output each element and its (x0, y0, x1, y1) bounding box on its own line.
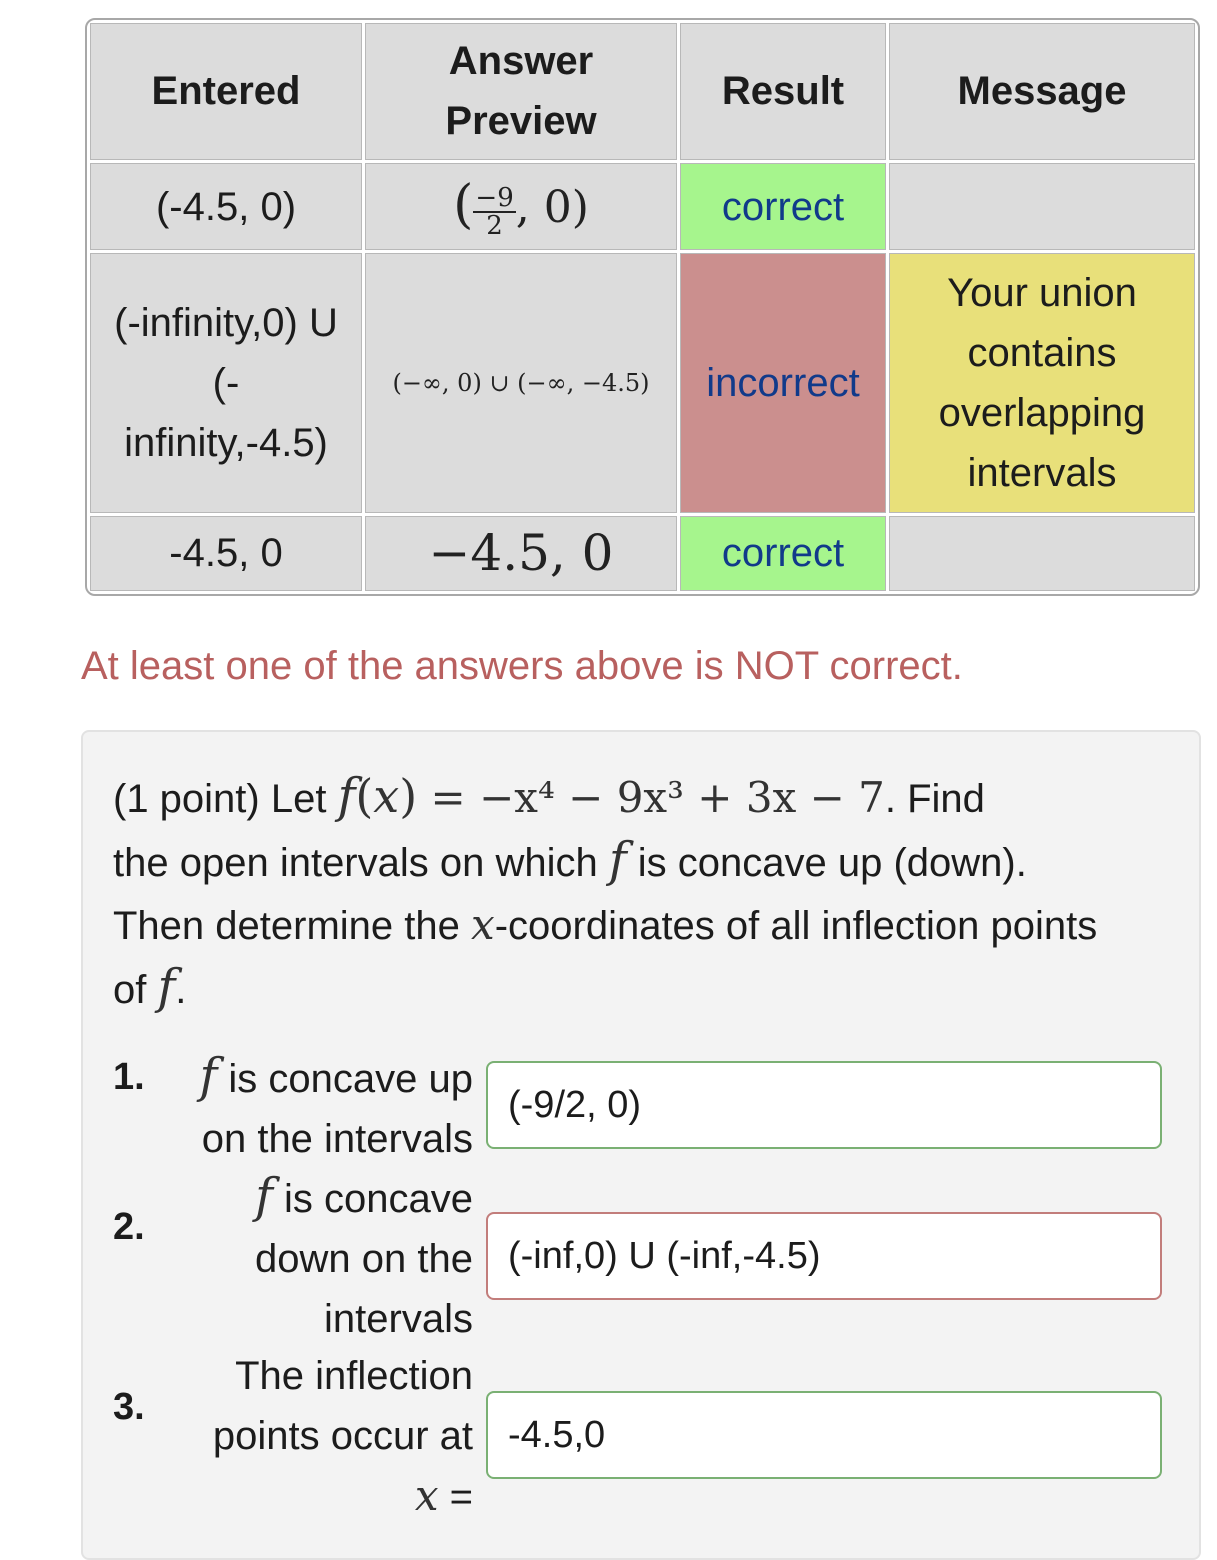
result-badge: correct (680, 163, 886, 251)
prose-text: (1 point) Let (113, 777, 338, 821)
question-label (53, 1166, 473, 1349)
entered-cell: (-4.5, 0) (90, 163, 362, 251)
header-entered: Entered (90, 23, 362, 160)
math-paren: ( (355, 769, 374, 823)
fraction-numerator: −9 (475, 182, 514, 213)
math-formula: = −x⁴ − 9x³ + 3x − 7 (417, 773, 885, 822)
results-table (85, 18, 1200, 596)
message-line: Your union (947, 270, 1137, 315)
message-line: overlapping (938, 390, 1146, 435)
message-cell (889, 253, 1195, 512)
header-preview-line2: Preview (445, 99, 597, 144)
question-label-text: points occur at (212, 1414, 473, 1458)
entered-cell: -4.5, 0 (90, 516, 362, 592)
header-answer-preview (365, 23, 677, 160)
math-x: x (471, 900, 495, 949)
message-cell (889, 163, 1195, 251)
question-label-text: The inflection (235, 1354, 473, 1398)
question-number: 1. (113, 1056, 145, 1098)
problem-statement (113, 766, 1173, 1021)
question-label-text: = (438, 1475, 473, 1519)
header-result: Result (680, 23, 886, 160)
math-f: f (337, 768, 356, 824)
question-label-text: down on the (255, 1237, 473, 1281)
entered-line: infinity,-4.5) (124, 420, 328, 465)
question-label-text: on the intervals (201, 1117, 473, 1161)
math-f: f (199, 1048, 218, 1104)
preview-rest: , 0) (515, 181, 589, 233)
entered-line: (- (212, 360, 240, 405)
question-label-text: is concave (272, 1177, 473, 1221)
question-label (53, 1346, 473, 1527)
question-number: 2. (113, 1206, 145, 1248)
question-label-text: is concave up (217, 1057, 473, 1101)
table-row (90, 253, 1195, 512)
problem-panel (81, 730, 1201, 1560)
result-badge: correct (680, 516, 886, 592)
message-line: contains (967, 330, 1117, 375)
concave-down-input[interactable]: (-inf,0) U (-inf,-4.5) (486, 1212, 1162, 1300)
math-x: x (373, 769, 400, 823)
warning-message: At least one of the answers above is NOT correct. (81, 644, 963, 688)
concave-up-input[interactable]: (-9/2, 0) (486, 1061, 1162, 1149)
result-badge: incorrect (680, 253, 886, 512)
header-message: Message (889, 23, 1195, 160)
paren-open: ( (453, 174, 474, 235)
entered-line: (-infinity,0) U (114, 300, 338, 345)
question-label-text: intervals (324, 1297, 473, 1341)
preview-cell: −4.5, 0 (365, 516, 677, 592)
fraction (473, 182, 515, 241)
message-line: intervals (967, 450, 1117, 495)
prose-text: the open intervals on which (113, 841, 609, 885)
fraction-denominator: 2 (486, 210, 503, 241)
math-paren: ) (399, 769, 418, 823)
table-row (90, 163, 1195, 251)
prose-text: is concave up (down). (626, 841, 1027, 885)
math-f: f (608, 832, 627, 888)
message-cell (889, 516, 1195, 592)
question-label (53, 1046, 473, 1169)
prose-text: . (175, 968, 187, 1012)
prose-text: . Find (884, 777, 985, 821)
math-f: f (157, 959, 176, 1015)
prose-text: Then determine the (113, 904, 471, 948)
question-number: 3. (113, 1386, 145, 1428)
preview-cell: (−∞, 0) ∪ (−∞, −4.5) (365, 253, 677, 512)
inflection-points-input[interactable]: -4.5,0 (486, 1391, 1162, 1479)
preview-cell (365, 163, 677, 251)
table-row (90, 516, 1195, 592)
prose-text: -coordinates of all inflection points (494, 904, 1098, 948)
entered-cell (90, 253, 362, 512)
prose-text: of (113, 968, 158, 1012)
math-x: x (414, 1471, 439, 1520)
header-preview-line1: Answer (448, 39, 594, 84)
math-f: f (255, 1168, 273, 1224)
